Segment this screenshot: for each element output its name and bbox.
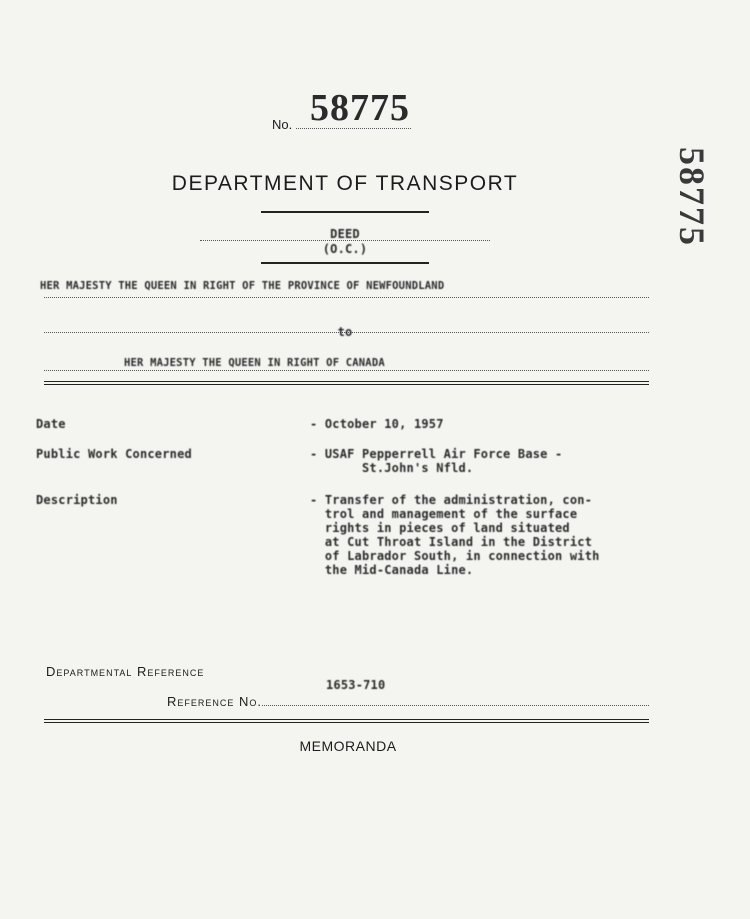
to-party-dotline [44, 370, 649, 371]
deed-connector: to [337, 325, 353, 339]
to-party: HER MAJESTY THE QUEEN IN RIGHT OF CANADA [124, 357, 385, 369]
description-line: trol and management of the surface [310, 507, 578, 521]
public-work-value-line: - USAF Pepperrell Air Force Base - [310, 447, 563, 461]
public-work-label: Public Work Concerned [36, 447, 192, 461]
description-line: - Transfer of the administration, con- [310, 493, 593, 507]
document-number-stamp: 58775 [310, 87, 410, 129]
public-work-value-line: St.John's Nfld. [310, 461, 474, 475]
description-label: Description [36, 493, 118, 507]
memoranda-heading: MEMORANDA [299, 738, 397, 754]
deed-subtype: (O.C.) [322, 242, 368, 256]
title-underline [261, 211, 429, 213]
departmental-reference-label: Departmental Reference [46, 664, 205, 679]
date-label: Date [36, 417, 66, 431]
deed-underline [261, 262, 429, 264]
date-value: - October 10, 1957 [310, 417, 444, 431]
description-line: rights in pieces of land situated [310, 521, 570, 535]
reference-no-label: Reference No. [167, 694, 263, 709]
department-title: DEPARTMENT OF TRANSPORT [171, 172, 519, 195]
from-party: HER MAJESTY THE QUEEN IN RIGHT OF THE PROVINCE OF NEWFOUNDLAND [40, 280, 445, 292]
from-party-dotline [44, 297, 649, 298]
reference-no-value: 1653-710 [326, 678, 386, 692]
deed-type: DEED [330, 227, 360, 241]
memoranda-divider [44, 719, 649, 723]
section-divider [44, 381, 649, 385]
side-number-stamp: 58775 [672, 147, 712, 247]
description-line: of Labrador South, in connection with [310, 549, 600, 563]
description-line: at Cut Throat Island in the District [310, 535, 593, 549]
number-label: No. [272, 117, 293, 132]
reference-no-dotline [262, 705, 649, 706]
description-line: the Mid-Canada Line. [310, 563, 474, 577]
